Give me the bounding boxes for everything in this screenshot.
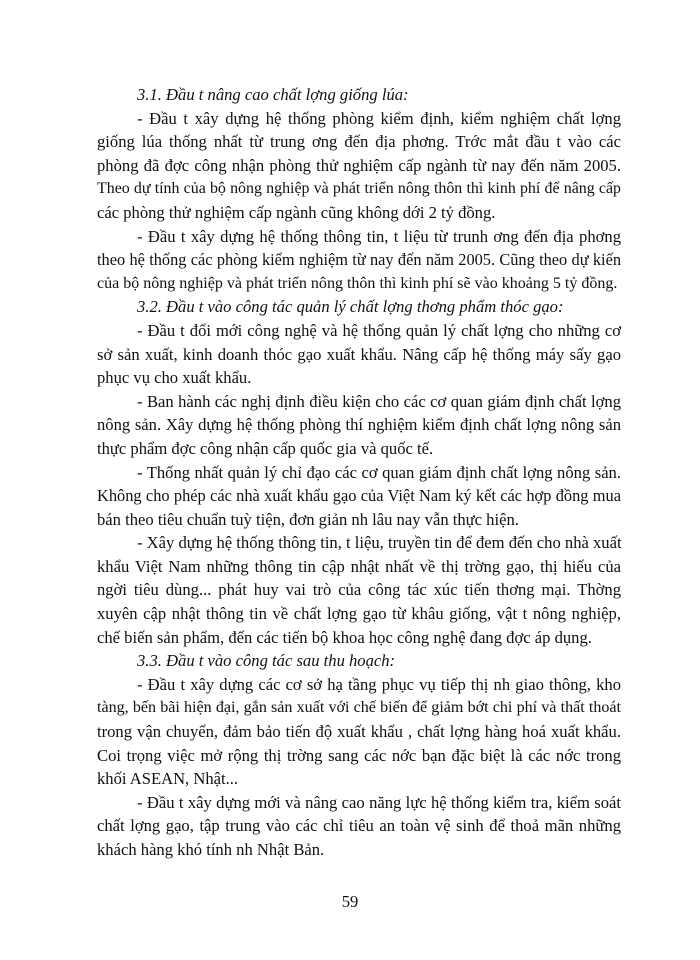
section-heading: 3.2. Đầu t vào công tác quản lý chất lợng thơng phẩm thóc gạo: [137,297,564,317]
paragraph-line: - Đầu t xây dựng hệ thống thông tin, t liệu từ trunh ơng đến địa phơng [137,226,621,246]
paragraph-line: theo hệ thống các phòng kiểm nghiệm từ nay đến năm 2005. Cũng theo dự kiến [97,250,621,270]
paragraph-line: phục vụ cho xuất khẩu. [97,368,252,388]
paragraph-line: thực phẩm đợc công nhận cấp quốc gia và quốc tế. [97,438,434,458]
page-body [97,83,621,862]
paragraph-line: - Thống nhất quản lý chỉ đạo các cơ quan giám định chất lợng nông sản. [137,462,621,482]
paragraph-line: các phòng thử nghiệm cấp ngành cũng không dới 2 tỷ đồng. [97,202,496,222]
paragraph-line: bán theo tiêu chuẩn tuỳ tiện, đơn giản nh lâu nay vẫn thực hiện. [97,509,519,529]
paragraph-line: Coi trọng việc mở rộng thị trờng sang các nớc bạn đặc biệt là các nớc trong [97,745,621,765]
paragraph-line: khách hàng khó tính nh Nhật Bản. [97,840,325,859]
paragraph-line: - Đầu t xây dựng hệ thống phòng kiểm định, kiểm nghiệm chất lợng [137,108,621,128]
paragraph-line: khẩu Việt Nam những thông tin cập nhật nhất về thị trờng gạo, thị hiếu của [97,556,621,576]
paragraph-line: - Đầu t xây dựng các cơ sở hạ tầng phục vụ tiếp thị nh giao thông, kho [137,674,621,694]
paragraph-line: xuyên cập nhật thông tin về chất lợng gạo từ khâu giống, vật t nông nghiệp, [97,604,621,624]
paragraph-line: - Ban hành các nghị định điều kiện cho các cơ quan giám định chất lợng [137,391,621,411]
paragraph-line: nông sản. Xây dựng hệ thống phòng thí nghiệm kiểm định chất lợng nông sản [97,415,621,435]
paragraph-line: - Đầu t đổi mới công nghệ và hệ thống quản lý chất lợng cho những cơ [137,320,621,340]
paragraph-line: của bộ nông nghiệp và phát triển nông thôn thì kinh phí sẽ vào khoảng 5 tỷ đồng. [97,274,618,292]
paragraph-line: sở sản xuất, kinh doanh thóc gạo xuất khẩu. Nâng cấp hệ thống máy sấy gạo [97,344,621,364]
paragraph-line: - Xây dựng hệ thống thông tin, t liệu, truyền tin để đem đến cho nhà xuất [137,533,622,553]
paragraph-line: tàng, bến bãi hiện đại, gắn sản xuất với chế biến để giảm bớt chi phí và thất thoát [97,699,621,717]
paragraph-line: khối ASEAN, Nhật... [97,769,239,789]
paragraph-line: ngời tiêu dùng... phát huy vai trò của công tác xúc tiến thơng mại. Thờng [97,580,621,600]
paragraph-line: Theo dự tính của bộ nông nghiệp và phát triển nông thôn thì kinh phí để nâng cấp [97,180,621,198]
paragraph-line: giống lúa thống nhất từ trung ơng đến địa phơng. Trớc mắt đầu t vào các [97,132,621,152]
paragraph-line: - Đầu t xây dựng mới và nâng cao năng lực hệ thống kiểm tra, kiểm soát [137,792,621,812]
section-heading: 3.1. Đầu t nâng cao chất lợng giống lúa: [137,85,409,104]
paragraph-line: trong vận chuyển, đảm bảo tiến độ xuất khẩu , chất lợng hàng hoá xuất khẩu. [97,722,621,742]
paragraph-line: chế biến sản phẩm, đến các tiến bộ khoa học công nghệ đang đợc áp dụng. [97,627,592,647]
paragraph-line: phòng đã đợc công nhận phòng thử nghiệm cấp ngành từ nay đến năm 2005. [97,155,621,175]
paragraph-line: Không cho phép các nhà xuất khẩu gạo của Việt Nam ký kết các hợp đồng mua [97,486,621,506]
paragraph-line: chất lợng gạo, tập trung vào các chỉ tiêu an toàn vệ sinh để thoả mãn những [97,816,621,836]
page-number: 59 [341,892,359,911]
section-heading: 3.3. Đầu t vào công tác sau thu hoạch: [137,651,396,671]
